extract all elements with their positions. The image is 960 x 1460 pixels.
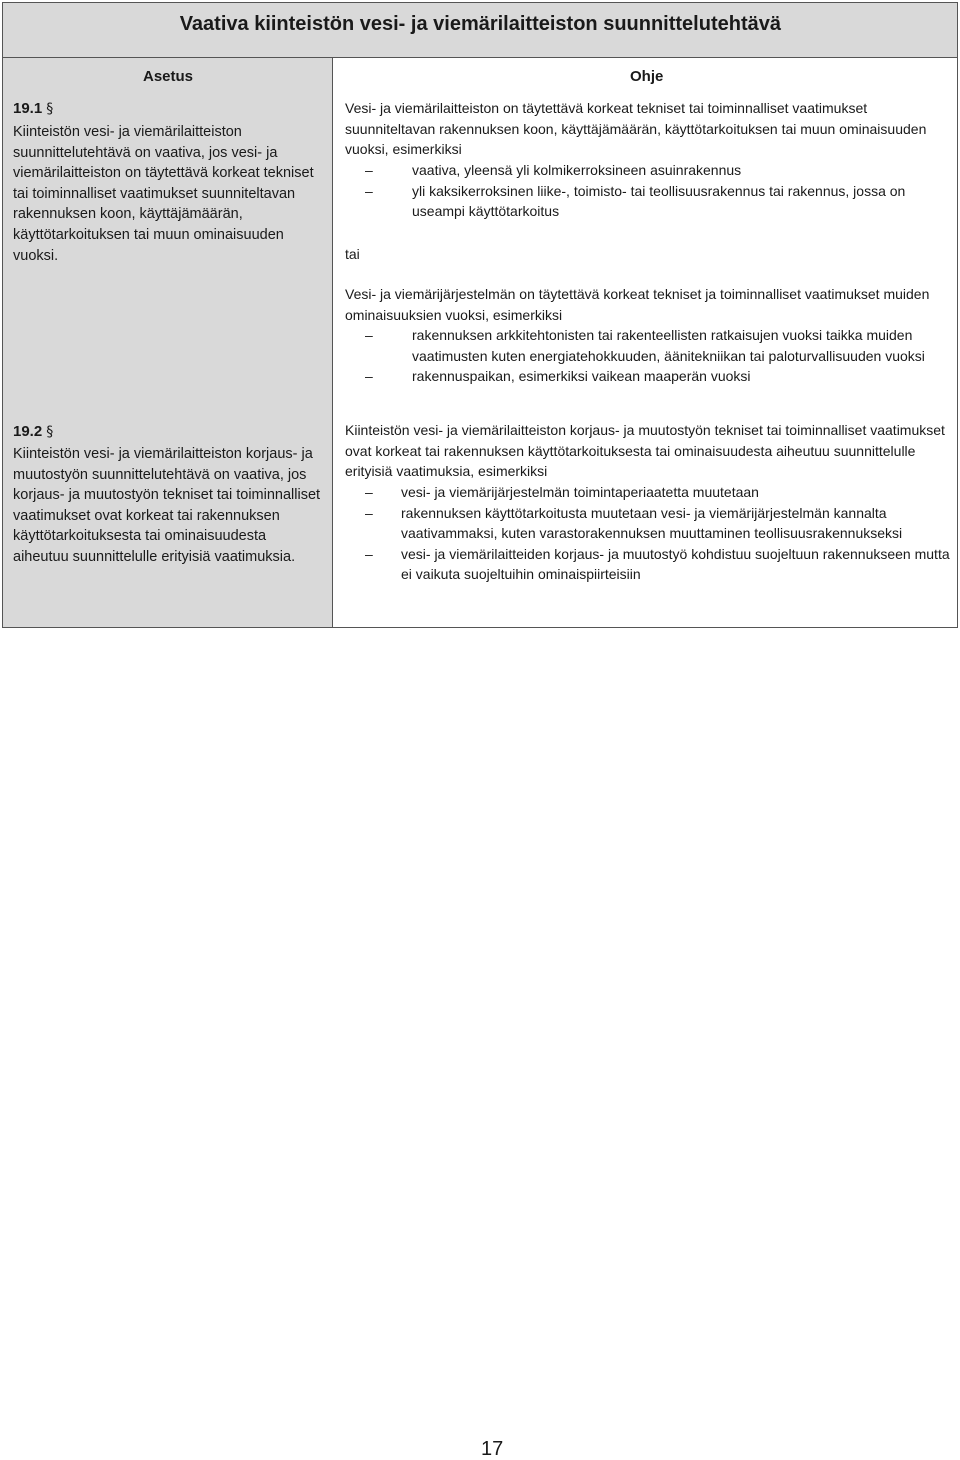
guidance-intro-1: Vesi- ja viemärilaitteiston on täytettävä korkeat tekniset tai toiminnalliset vaatimukset suunniteltavan rakennuksen koon, käyttäjämäärän, käyttötarkoituksen tai muun ominaisuuden vuoksi, esimerkiksi	[345, 100, 927, 158]
section-number-label: 19.1	[13, 100, 43, 117]
guidance-list-3	[345, 482, 955, 585]
dash-bullet-icon: –	[365, 182, 373, 199]
guidance-list-2	[345, 325, 955, 387]
list-item: – vaativa, yleensä yli kolmikerroksineen asuinrakennus	[345, 160, 955, 181]
section-sign-icon: §	[46, 424, 54, 440]
page-number: 17	[481, 1438, 504, 1460]
dash-bullet-icon: –	[365, 327, 373, 343]
guidance-list-1	[345, 160, 955, 222]
guidance-intro-3: Kiinteistön vesi- ja viemärilaitteiston korjaus- ja muutostyön tekniset tai toiminnalliset vaatimukset ovat korkeat tai rakennuksen käyttötarkoituksesta tai ominaisuudesta aiheutuu suunnittelulle erityisiä vaatimuksia, esimerkiksi	[345, 422, 945, 480]
list-item: – vesi- ja viemärijärjestelmän toimintaperiaatetta muutetaan	[345, 482, 955, 503]
dash-bullet-icon: –	[365, 368, 373, 385]
dash-bullet-icon: –	[365, 484, 373, 500]
requirements-table	[2, 2, 958, 628]
section-number-label: 19.2	[13, 423, 43, 440]
section-text-19-1: Kiinteistön vesi- ja viemärilaitteiston suunnittelutehtävä on vaativa, jos vesi- ja viemärilaitteiston on täytettävä korkeat tekniset tai toiminnalliset vaatimukset suunniteltavan rakennuksen koon, käyttäjämäärän, käyttötarkoituksen tai muun ominaisuuden vuoksi.	[13, 124, 314, 264]
list-item: – yli kaksikerroksinen liike-, toimisto- tai teollisuusrakennus tai rakennus, jossa on useampi käyttötarkoitus	[365, 182, 906, 220]
or-connector: tai	[345, 246, 360, 262]
page-title: Vaativa kiinteistön vesi- ja viemärilaitteiston suunnittelutehtävä	[179, 13, 781, 35]
dash-bullet-icon: –	[365, 504, 373, 521]
table-title-row	[3, 3, 957, 58]
section-number-19-1	[13, 100, 53, 118]
dash-bullet-icon: –	[365, 162, 373, 178]
list-item: – rakennuksen arkkitehtonisten tai rakenteellisten ratkaisujen vuoksi taikka muiden vaatimusten kuten energiatehokkuuden, äänitekniikan tai paloturvallisuuden vuoksi	[365, 327, 925, 364]
guidance-intro-2: Vesi- ja viemärijärjestelmän on täytettävä korkeat tekniset ja toiminnalliset vaatimukset muiden ominaisuuksien vuoksi, esimerkiksi	[345, 286, 930, 323]
section-text-19-2: Kiinteistön vesi- ja viemärilaitteiston korjaus- ja muutostyön suunnittelutehtävä on vaativa, jos korjaus- ja muutostyön tekniset tai toiminnalliset vaatimukset ovat korkeat tai rakennuksen käyttötarkoituksesta tai ominaisuudesta aiheutuu suunnittelulle erityisiä vaatimuksia.	[13, 446, 321, 565]
guidance-column-header: Ohje	[630, 68, 664, 85]
list-item: – rakennuksen käyttötarkoitusta muutetaan vesi- ja viemärijärjestelmän kannalta vaativammaksi, kuten varastorakennuksen muuttaminen teollisuusrakennukseksi	[365, 504, 903, 542]
dash-bullet-icon: –	[365, 545, 373, 562]
list-item: – rakennuspaikan, esimerkiksi vaikean maaperän vuoksi	[345, 366, 955, 387]
guidance-column	[333, 58, 957, 627]
section-sign-icon: §	[46, 101, 54, 117]
list-item: – vesi- ja viemärilaitteiden korjaus- ja muutostyö kohdistuu suojeltuun rakennukseen mutta ei vaikuta suojeltuihin ominaispiirteisiin	[365, 545, 950, 583]
decree-column-header: Asetus	[143, 68, 194, 85]
section-number-19-2	[13, 423, 53, 441]
decree-column	[3, 58, 333, 627]
